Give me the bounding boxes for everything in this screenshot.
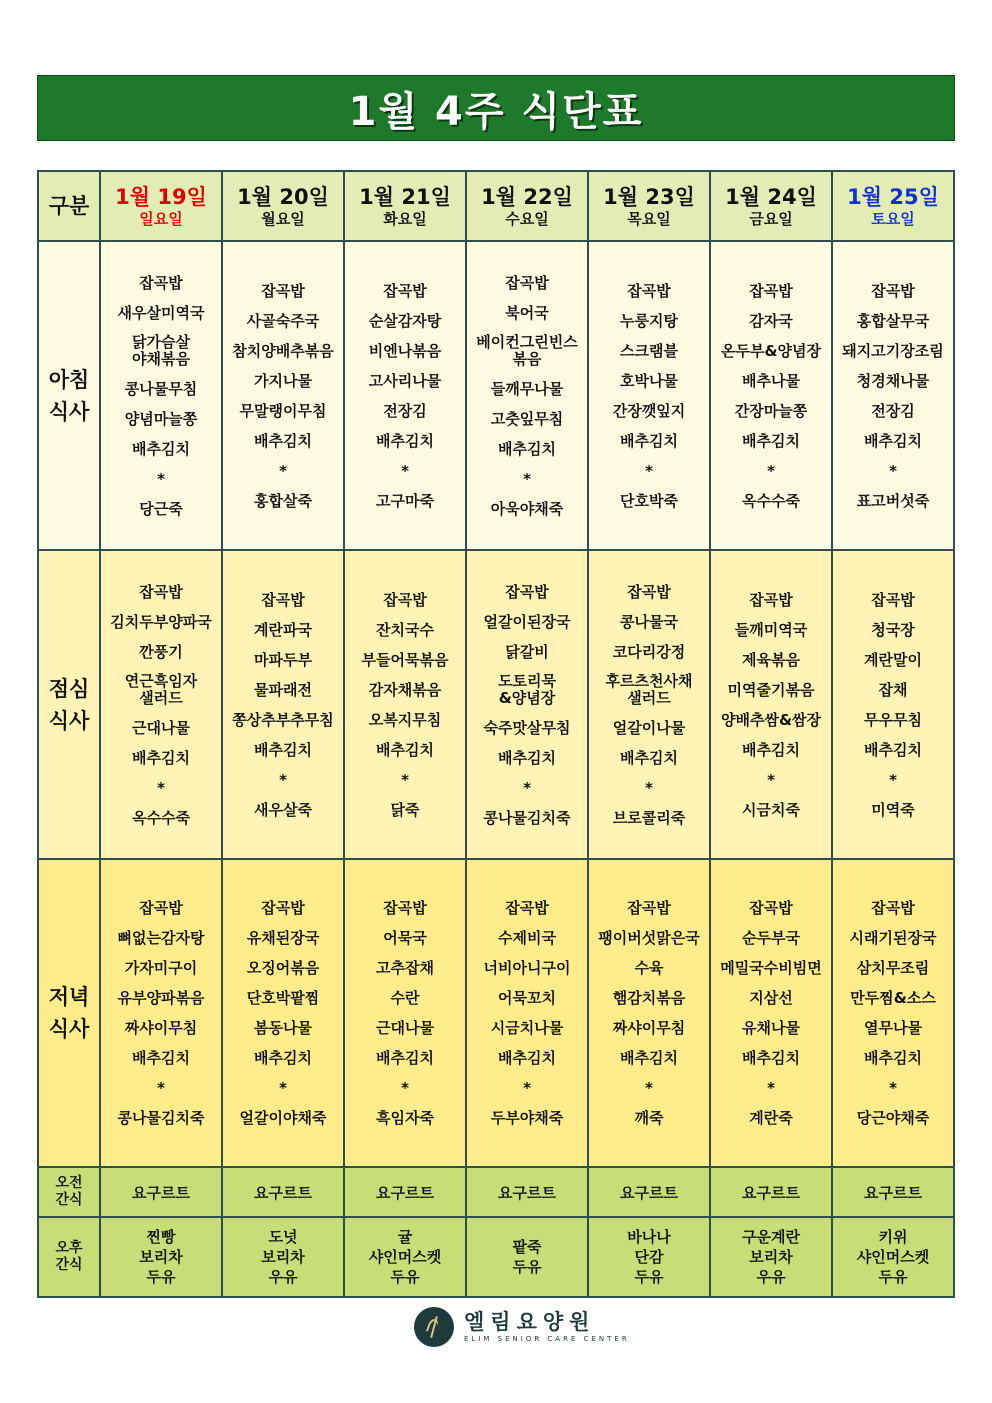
lunch-cell <box>100 550 222 859</box>
menu-item: * <box>523 469 531 488</box>
afternoon-snack-cell <box>222 1217 344 1297</box>
brand-name: 엘림요양원 <box>464 1310 596 1334</box>
menu-item: 잡곡밥 <box>627 582 671 601</box>
lunch-cell <box>344 550 466 859</box>
menu-item: 간장마늘쫑 <box>734 401 808 420</box>
menu-item: * <box>157 1079 165 1097</box>
menu-item: 제육볶음 <box>742 650 800 669</box>
menu-list <box>223 276 343 516</box>
menu-item: 배추김치 <box>620 1049 678 1067</box>
menu-item: 시래기된장국 <box>849 929 937 947</box>
menu-item: 열무나물 <box>864 1019 922 1037</box>
menu-item: 무우무침 <box>864 710 922 729</box>
menu-item: 햄감치볶음 <box>612 989 686 1007</box>
menu-item: 배추김치 <box>498 748 556 767</box>
menu-item: 당근죽 <box>139 499 183 518</box>
menu-item: 온두부&양념장 <box>720 341 822 360</box>
menu-item: * <box>767 770 775 789</box>
day-header-5 <box>710 171 832 241</box>
menu-item: 배추김치 <box>376 1049 434 1067</box>
menu-list <box>589 276 709 516</box>
menu-list <box>711 585 831 825</box>
afternoon-snack-cell <box>100 1217 222 1297</box>
menu-item: * <box>523 778 531 797</box>
menu-item: 고춧잎무침 <box>490 409 564 428</box>
afternoon-snack-cell <box>344 1217 466 1297</box>
menu-item: 지삼선 <box>749 989 793 1007</box>
menu-list <box>101 268 221 524</box>
breakfast-row <box>38 241 954 550</box>
breakfast-cell <box>710 241 832 550</box>
day-date: 1월 22일 <box>481 185 573 209</box>
snack-item: 샤인머스켓 <box>368 1248 442 1266</box>
menu-item: 얼갈이된장국 <box>483 612 571 631</box>
day-of-week: 금요일 <box>749 210 793 228</box>
menu-item: 깐풍기 <box>139 642 183 661</box>
menu-item: 고사리나물 <box>368 371 442 390</box>
menu-item: 숙주맛살무침 <box>483 718 571 737</box>
lunch-cell <box>588 550 710 859</box>
menu-item: 미역줄기볶음 <box>727 680 815 699</box>
menu-item: 콩나물무침 <box>124 379 198 398</box>
menu-item: 스크램블 <box>620 341 678 360</box>
footer-brand <box>414 1307 630 1347</box>
menu-item: 홍합살무국 <box>856 311 930 330</box>
menu-item: * <box>401 461 409 480</box>
morning-snack-cell: 요구르트 <box>832 1167 954 1217</box>
morning-snack-row <box>38 1167 954 1217</box>
afternoon-snack-cell <box>832 1217 954 1297</box>
menu-item: 옥수수죽 <box>132 808 190 827</box>
day-header-6 <box>832 171 954 241</box>
day-date: 1월 19일 <box>115 185 207 209</box>
menu-item: 배추김치 <box>376 431 434 450</box>
lunch-cell <box>222 550 344 859</box>
menu-item: 배추김치 <box>864 1049 922 1067</box>
menu-item: 고추잡채 <box>376 959 434 977</box>
menu-item: * <box>645 1079 653 1097</box>
menu-item: 감자채볶음 <box>368 680 442 699</box>
menu-item: 잡곡밥 <box>383 281 427 300</box>
menu-item: 배추김치 <box>742 1049 800 1067</box>
menu-item: 잡곡밥 <box>505 273 549 292</box>
morning-snack-cell: 요구르트 <box>466 1167 588 1217</box>
menu-list <box>711 893 831 1133</box>
menu-item: 홍합살죽 <box>254 491 312 510</box>
menu-item: 어묵꼬치 <box>498 989 556 1007</box>
menu-item: * <box>767 461 775 480</box>
dinner-label: 저녁 식사 <box>38 859 100 1167</box>
morning-snack-cell: 요구르트 <box>344 1167 466 1217</box>
menu-item: 잔치국수 <box>376 620 434 639</box>
day-header-1 <box>222 171 344 241</box>
menu-item: 청국장 <box>871 620 915 639</box>
menu-item: 들깨미역국 <box>734 620 808 639</box>
lunch-cell <box>466 550 588 859</box>
dinner-cell <box>588 859 710 1167</box>
menu-item: 잡곡밥 <box>627 281 671 300</box>
menu-item: * <box>157 469 165 488</box>
menu-item: 단호박죽 <box>620 491 678 510</box>
menu-item: 잡곡밥 <box>749 281 793 300</box>
snack-item: 보리차 <box>749 1248 793 1266</box>
menu-item: 배추김치 <box>132 439 190 458</box>
snack-item: 단감 <box>634 1248 664 1266</box>
menu-item: 새우살죽 <box>254 800 312 819</box>
afternoon-snack-row <box>38 1217 954 1297</box>
day-of-week: 월요일 <box>261 210 305 228</box>
menu-item: 오징어볶음 <box>246 959 320 977</box>
dinner-cell <box>466 859 588 1167</box>
menu-item: 옥수수죽 <box>742 491 800 510</box>
menu-item: 쫑상추부추무침 <box>232 710 334 729</box>
day-of-week: 수요일 <box>505 210 549 228</box>
menu-item: 두부야채죽 <box>490 1109 564 1127</box>
menu-item: 코다리강정 <box>612 642 686 661</box>
day-of-week: 일요일 <box>139 210 183 228</box>
menu-item: 사골숙주국 <box>246 311 320 330</box>
menu-item: 유부양파볶음 <box>117 989 205 1007</box>
day-date: 1월 21일 <box>359 185 451 209</box>
menu-item: 마파두부 <box>254 650 312 669</box>
lunch-label: 점심 식사 <box>38 550 100 859</box>
menu-item: 돼지고기장조림 <box>842 341 944 360</box>
menu-item: 배추김치 <box>620 431 678 450</box>
title-bar <box>37 75 955 141</box>
day-of-week: 화요일 <box>383 210 427 228</box>
menu-item: 어묵국 <box>383 929 427 947</box>
menu-item: 시금치나물 <box>490 1019 564 1037</box>
menu-item: 가지나물 <box>254 371 312 390</box>
menu-item: * <box>645 461 653 480</box>
menu-item: 감자국 <box>749 311 793 330</box>
menu-item: 잡곡밥 <box>261 899 305 917</box>
day-header-4 <box>588 171 710 241</box>
menu-item: 잡곡밥 <box>505 899 549 917</box>
dinner-cell <box>222 859 344 1167</box>
menu-item: * <box>889 1079 897 1097</box>
menu-item: * <box>401 770 409 789</box>
menu-item: 계란말이 <box>864 650 922 669</box>
menu-item: 수제비국 <box>498 929 556 947</box>
menu-item: 닭가슴살 야채볶음 <box>132 332 190 368</box>
menu-item: 물파래전 <box>254 680 312 699</box>
breakfast-cell <box>466 241 588 550</box>
menu-item: 배추김치 <box>498 1049 556 1067</box>
menu-item: * <box>401 1079 409 1097</box>
morning-snack-cell: 요구르트 <box>710 1167 832 1217</box>
snack-item: 찐빵 <box>146 1228 176 1246</box>
day-header-2 <box>344 171 466 241</box>
menu-item: 삼치무조림 <box>856 959 930 977</box>
menu-item: 너비아니구이 <box>483 959 571 977</box>
breakfast-cell <box>222 241 344 550</box>
lunch-cell <box>710 550 832 859</box>
menu-item: 근대나물 <box>376 1019 434 1037</box>
menu-list <box>101 893 221 1133</box>
afternoon-snack-cell <box>710 1217 832 1297</box>
breakfast-cell <box>344 241 466 550</box>
wheat-leaf-icon <box>414 1307 454 1347</box>
day-date: 1월 20일 <box>237 185 329 209</box>
menu-item: 배추김치 <box>254 740 312 759</box>
menu-item: 메밀국수비빔면 <box>720 959 822 977</box>
day-of-week: 토요일 <box>871 210 915 228</box>
dinner-cell <box>344 859 466 1167</box>
menu-item: 잡곡밥 <box>139 582 183 601</box>
menu-item: 잡곡밥 <box>261 590 305 609</box>
menu-item: 브로콜리죽 <box>612 808 686 827</box>
menu-item: 잡곡밥 <box>749 899 793 917</box>
menu-item: 새우살미역국 <box>117 303 205 322</box>
menu-item: 계란파국 <box>254 620 312 639</box>
breakfast-cell <box>588 241 710 550</box>
menu-item: 순두부국 <box>742 929 800 947</box>
menu-item: 단호박팥찜 <box>246 989 320 1007</box>
menu-item: 배추김치 <box>132 748 190 767</box>
menu-item: 짜샤이무침 <box>124 1019 198 1037</box>
snack-item: 샤인머스켓 <box>856 1248 930 1266</box>
menu-list <box>833 276 953 516</box>
menu-list <box>711 276 831 516</box>
menu-item: 잡곡밥 <box>505 582 549 601</box>
menu-item: 부들어묵볶음 <box>361 650 449 669</box>
menu-item: 김치두부양파국 <box>110 612 212 631</box>
menu-item: 잡곡밥 <box>261 281 305 300</box>
page-title: 1월 4주 식단표 <box>348 88 644 135</box>
header-row <box>38 171 954 241</box>
dinner-cell <box>832 859 954 1167</box>
menu-item: 연근흑임자 샐러드 <box>124 671 198 707</box>
menu-list <box>467 577 587 833</box>
snack-item: 보리차 <box>261 1248 305 1266</box>
menu-item: 수란 <box>390 989 420 1007</box>
menu-item: 도토리묵 &양념장 <box>498 671 556 707</box>
morning-snack-cell: 요구르트 <box>222 1167 344 1217</box>
menu-item: 배추김치 <box>742 740 800 759</box>
menu-item: 유채나물 <box>742 1019 800 1037</box>
menu-list <box>345 276 465 516</box>
menu-list <box>467 893 587 1133</box>
menu-item: 시금치죽 <box>742 800 800 819</box>
menu-list <box>589 893 709 1133</box>
menu-item: 전장김 <box>871 401 915 420</box>
snack-item: 두유 <box>878 1268 908 1286</box>
lunch-cell <box>832 550 954 859</box>
menu-item: 만두찜&소스 <box>850 989 936 1007</box>
day-date: 1월 25일 <box>847 185 939 209</box>
menu-item: 콩나물김치죽 <box>483 808 571 827</box>
menu-item: 고구마죽 <box>376 491 434 510</box>
menu-item: 순살감자탕 <box>368 311 442 330</box>
menu-list <box>223 585 343 825</box>
menu-item: 양배추쌈&쌈장 <box>720 710 822 729</box>
menu-item: 수육 <box>634 959 664 977</box>
snack-item: 두유 <box>390 1268 420 1286</box>
menu-item: 짜샤이무침 <box>612 1019 686 1037</box>
morning-snack-cell: 요구르트 <box>100 1167 222 1217</box>
menu-item: 무말랭이무침 <box>239 401 327 420</box>
menu-item: 콩나물국 <box>620 612 678 631</box>
menu-item: 흑임자죽 <box>376 1109 434 1127</box>
menu-item: 배추김치 <box>620 748 678 767</box>
menu-item: 베이컨그린빈스 볶음 <box>476 332 578 368</box>
menu-item: 청경채나물 <box>856 371 930 390</box>
menu-list <box>833 893 953 1133</box>
menu-item: 팽이버섯맑은국 <box>598 929 700 947</box>
snack-item: 도넛 <box>268 1228 298 1246</box>
menu-item: 계란죽 <box>749 1109 793 1127</box>
menu-item: 참치양배추볶음 <box>232 341 334 360</box>
menu-list <box>223 893 343 1133</box>
menu-item: 배추김치 <box>864 431 922 450</box>
header-label: 구분 <box>38 171 100 241</box>
menu-list <box>833 585 953 825</box>
day-date: 1월 23일 <box>603 185 695 209</box>
menu-item: 비엔나볶음 <box>368 341 442 360</box>
menu-item: 얼갈이야채죽 <box>239 1109 327 1127</box>
day-header-0 <box>100 171 222 241</box>
menu-item: 가자미구이 <box>124 959 198 977</box>
snack-item: 우유 <box>268 1268 298 1286</box>
menu-list <box>467 268 587 524</box>
menu-item: 들깨무나물 <box>490 379 564 398</box>
afternoon-snack-cell <box>588 1217 710 1297</box>
menu-item: 콩나물김치죽 <box>117 1109 205 1127</box>
menu-item: 배추김치 <box>254 431 312 450</box>
menu-item: 잡곡밥 <box>871 281 915 300</box>
menu-item: 잡곡밥 <box>139 273 183 292</box>
day-header-3 <box>466 171 588 241</box>
menu-item: 깨죽 <box>634 1109 664 1127</box>
menu-item: 북어국 <box>505 303 549 322</box>
menu-item: 배추김치 <box>864 740 922 759</box>
menu-item: 간장깻잎지 <box>612 401 686 420</box>
dinner-row <box>38 859 954 1167</box>
menu-item: 유채된장국 <box>246 929 320 947</box>
menu-item: 누룽지탕 <box>620 311 678 330</box>
menu-item: 배추나물 <box>742 371 800 390</box>
menu-item: 얼갈이나물 <box>612 718 686 737</box>
menu-item: * <box>767 1079 775 1097</box>
day-date: 1월 24일 <box>725 185 817 209</box>
menu-item: 잡곡밥 <box>871 590 915 609</box>
breakfast-cell <box>832 241 954 550</box>
menu-item: * <box>889 770 897 789</box>
breakfast-cell <box>100 241 222 550</box>
menu-item: 잡곡밥 <box>627 899 671 917</box>
afternoon-snack-cell <box>466 1217 588 1297</box>
snack-item: 키위 <box>878 1228 908 1246</box>
menu-item: 근대나물 <box>132 718 190 737</box>
menu-item: 미역죽 <box>871 800 915 819</box>
menu-item: 잡곡밥 <box>139 899 183 917</box>
menu-item: 배추김치 <box>132 1049 190 1067</box>
menu-item: * <box>523 1079 531 1097</box>
menu-item: 잡곡밥 <box>749 590 793 609</box>
menu-item: 표고버섯죽 <box>856 491 930 510</box>
snack-item: 두유 <box>512 1258 542 1276</box>
afternoon-snack-label: 오후 간식 <box>38 1217 100 1297</box>
morning-snack-cell: 요구르트 <box>588 1167 710 1217</box>
menu-list <box>345 893 465 1133</box>
menu-item: * <box>157 778 165 797</box>
snack-item: 보리차 <box>139 1248 183 1266</box>
menu-item: * <box>279 1079 287 1097</box>
menu-item: * <box>645 778 653 797</box>
dinner-cell <box>100 859 222 1167</box>
menu-item: 호박나물 <box>620 371 678 390</box>
menu-item: 닭죽 <box>390 800 420 819</box>
menu-item: * <box>279 461 287 480</box>
menu-item: 당근야채죽 <box>856 1109 930 1127</box>
menu-item: 배추김치 <box>376 740 434 759</box>
menu-item: 배추김치 <box>254 1049 312 1067</box>
snack-item: 귤 <box>397 1228 413 1246</box>
snack-item: 우유 <box>756 1268 786 1286</box>
menu-list <box>589 577 709 833</box>
morning-snack-label: 오전 간식 <box>38 1167 100 1217</box>
menu-item: * <box>279 770 287 789</box>
brand-subtitle: ELIM SENIOR CARE CENTER <box>464 1335 630 1343</box>
menu-item: 아욱야채죽 <box>490 499 564 518</box>
snack-item: 팥죽 <box>512 1238 542 1256</box>
menu-item: 전장김 <box>383 401 427 420</box>
menu-item: 닭갈비 <box>505 642 549 661</box>
snack-item: 두유 <box>634 1268 664 1286</box>
snack-item: 바나나 <box>627 1228 671 1246</box>
menu-item: 잡곡밥 <box>383 899 427 917</box>
menu-list <box>345 585 465 825</box>
menu-item: * <box>889 461 897 480</box>
menu-item: 잡채 <box>878 680 908 699</box>
meal-plan-table <box>37 170 955 1298</box>
menu-item: 봄동나물 <box>254 1019 312 1037</box>
menu-item: 배추김치 <box>742 431 800 450</box>
breakfast-label: 아침 식사 <box>38 241 100 550</box>
day-of-week: 목요일 <box>627 210 671 228</box>
dinner-cell <box>710 859 832 1167</box>
menu-item: 뼈없는감자탕 <box>117 929 205 947</box>
menu-item: 잡곡밥 <box>871 899 915 917</box>
menu-item: 잡곡밥 <box>383 590 427 609</box>
menu-item: 배추김치 <box>498 439 556 458</box>
lunch-row <box>38 550 954 859</box>
menu-item: 오복지무침 <box>368 710 442 729</box>
menu-item: 양념마늘쫑 <box>124 409 198 428</box>
snack-item: 구운계란 <box>742 1228 800 1246</box>
menu-list <box>101 577 221 833</box>
menu-item: 후르츠천사채 샐러드 <box>605 671 693 707</box>
snack-item: 두유 <box>146 1268 176 1286</box>
